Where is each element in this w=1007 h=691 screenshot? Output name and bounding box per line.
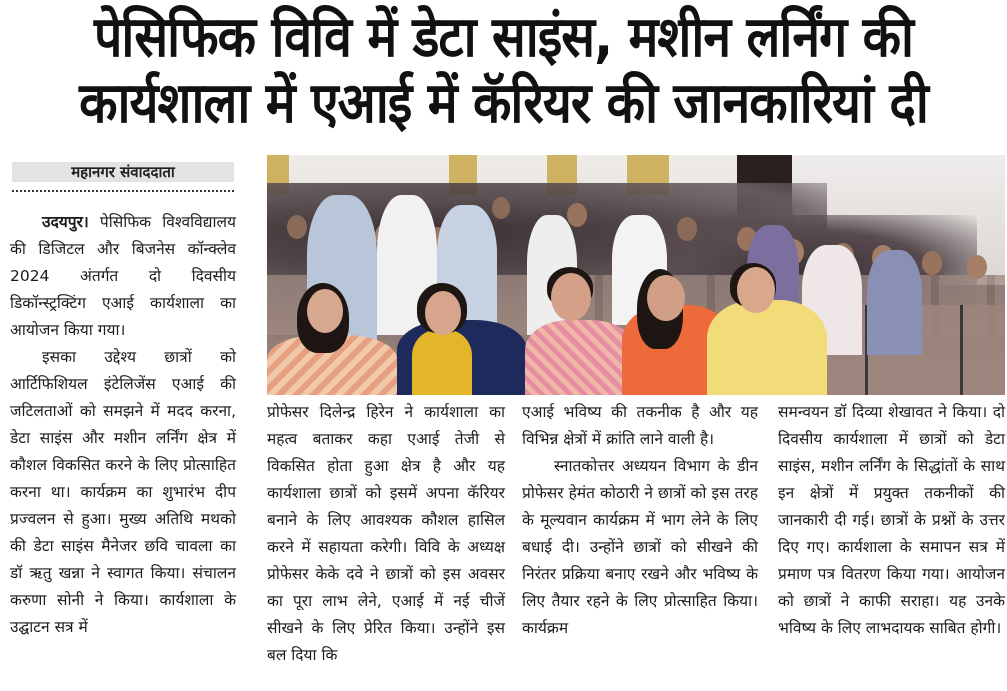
dateline: उदयपुर।: [42, 213, 89, 231]
article-column-2: [267, 399, 505, 669]
paragraph: इसका उद्देश्य छात्रों को आर्टिफिशियल इंटेलिजेंस एआई की जटिलताओं को समझने में मदद करना, डेटा साइंस और मशीन लर्निंग क्षेत्र में कौशल विकसित करने के लिए प्रोत्साहित करना था। कार्यक्रम का शुभारंभ दीप प्रज्वलन से हुआ। मुख्य अतिथि मथको की डेटा साइंस मैनेजर छवि चावला का डॉ ऋतु खन्ना ने स्वागत किया। संचालन करुणा सोनी ने किया। कार्यशाला के उद्घाटन सत्र में: [10, 348, 236, 636]
headline: [0, 4, 1007, 136]
article-column-1: [10, 209, 236, 641]
headline-line-2: कार्यशाला में एआई में कॅरियर की जानकारियां दी: [79, 70, 928, 136]
article-column-3: [522, 399, 758, 642]
paragraph: प्रोफेसर दिलेन्द्र हिरेन ने कार्यशाला का महत्व बताकर कहा एआई तेजी से विकसित होता हुआ क्षेत्र है और यह कार्यशाला छात्रों को इसमें अपना कॅरियर बनाने के लिए आवश्यक कौशल हासिल करने में सहायता करेगी। विवि के अध्यक्ष प्रोफेसर केके दवे ने छात्रों को इस अवसर का पूरा लाभ लेने, एआई में नई चीजें सीखने के लिए प्रेरित किया। उन्होंने इस बल दिया कि: [267, 403, 505, 664]
paragraph: समन्वयन डॉ दिव्या शेखावत ने किया। दो दिवसीय कार्यशाला में छात्रों को डेटा साइंस, मशीन लर्निंग के सिद्धांतों के साथ इन क्षेत्रों में प्रयुक्त तकनीकों की जानकारी दी गई। छात्रों के प्रश्नों के उत्तर दिए गए। कार्यशाला के समापन सत्र में प्रमाण पत्र वितरण किया गया। आयोजन को छात्रों ने काफी सराहा। यह उनके भविष्य के लिए लाभदायक साबित होगी।: [778, 403, 1005, 637]
paragraph: स्नातकोत्तर अध्ययन विभाग के डीन प्रोफेसर हेमंत कोठारी ने छात्रों को इस तरह के मूल्यवान कार्यक्रम में भाग लेने के लिए बधाई दी। उन्होंने छात्रों को सीखने की निरंतर प्रक्रिया बनाए रखने और भविष्य के लिए तैयार रहने के लिए प्रोत्साहित किया। कार्यक्रम: [522, 457, 758, 637]
paragraph: [10, 209, 236, 344]
news-photo: [267, 155, 1005, 395]
article-column-4: [778, 399, 1005, 642]
byline-divider: [12, 190, 234, 192]
headline-line-1: पेसिफिक विवि में डेटा साइंस, मशीन लर्निंग की: [94, 4, 913, 70]
byline: महानगर संवाददाता: [12, 162, 234, 182]
paragraph: एआई भविष्य की तकनीक है और यह विभिन्न क्षेत्रों में क्रांति लाने वाली है।: [522, 403, 758, 448]
paragraph-text: पेसिफिक विश्वविद्यालय की डिजिटल और बिजनेस कॉन्क्लेव 2024 अंतर्गत दो दिवसीय डिकॉन्स्ट्रक्टिंग एआई कार्यशाला का आयोजन किया गया।: [10, 213, 236, 339]
